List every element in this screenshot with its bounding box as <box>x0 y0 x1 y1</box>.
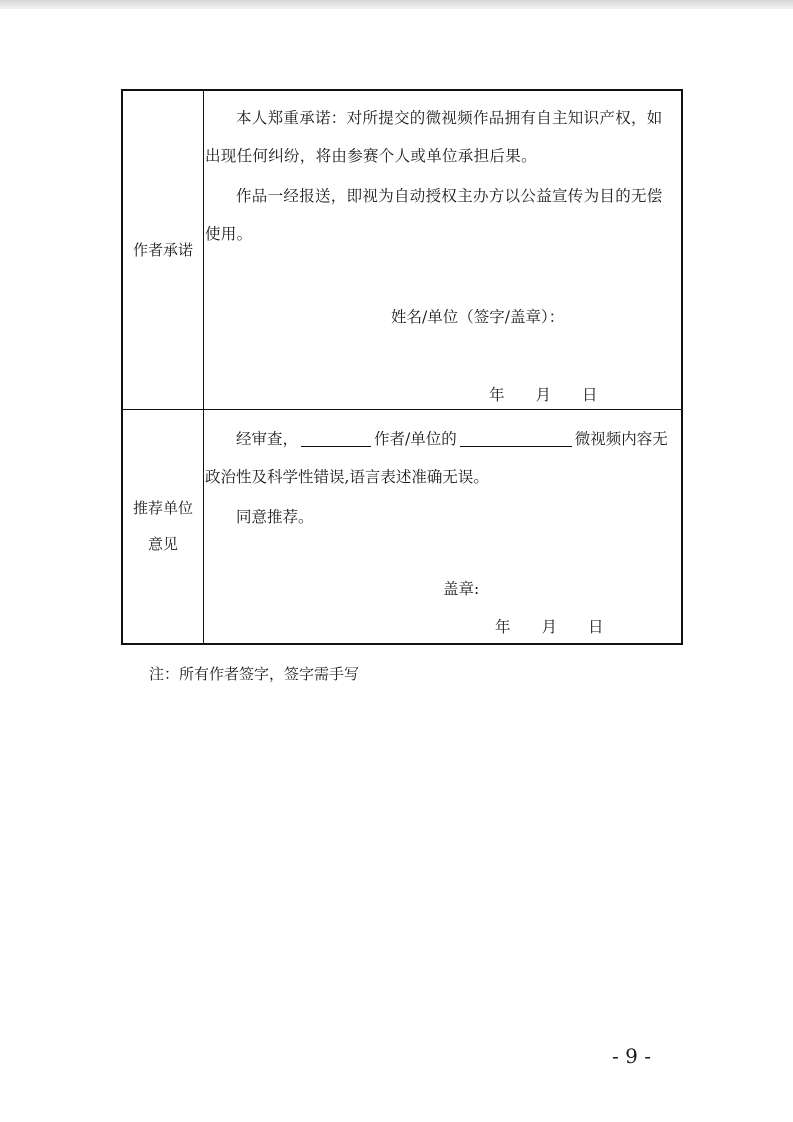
work-title-blank[interactable] <box>460 430 572 447</box>
recommend-row <box>123 409 681 643</box>
pledge-label: 作者承诺 <box>123 91 204 409</box>
scan-top-edge <box>0 0 793 9</box>
pledge-date: 年 月 日 <box>489 386 598 404</box>
page-number: - 9 - <box>612 1044 651 1068</box>
form-table <box>121 89 683 645</box>
recommend-content <box>205 409 681 643</box>
agree-text: 同意推荐。 <box>236 508 314 526</box>
signature-label: 姓名/单位（签字/盖章）： <box>391 308 565 326</box>
review-sentence: 经审查， 作者/单位的 微视频内容无 <box>236 430 668 448</box>
seal-label: 盖章: <box>443 580 480 598</box>
reviewer-blank[interactable] <box>301 430 371 447</box>
footnote: 注：所有作者签字，签字需手写 <box>149 665 360 683</box>
recommend-label <box>123 409 204 643</box>
pledge-content <box>205 91 681 409</box>
recommend-label-line-1: 推荐单位 <box>132 499 193 517</box>
review-line-2: 政治性及科学性错误,语言表述准确无误。 <box>205 468 489 486</box>
pledge-row <box>123 91 681 410</box>
pledge-paragraph-2: 作品一经报送，即视为自动授权主办方以公益宣传为目的无偿使用。 <box>205 187 663 243</box>
pledge-paragraph-1: 本人郑重承诺：对所提交的微视频作品拥有自主知识产权，如出现任何纠纷，将由参赛个人或单位承担后果。 <box>205 109 663 165</box>
recommend-label-line-2: 意见 <box>147 535 178 553</box>
recommend-date: 年 月 日 <box>495 618 604 636</box>
